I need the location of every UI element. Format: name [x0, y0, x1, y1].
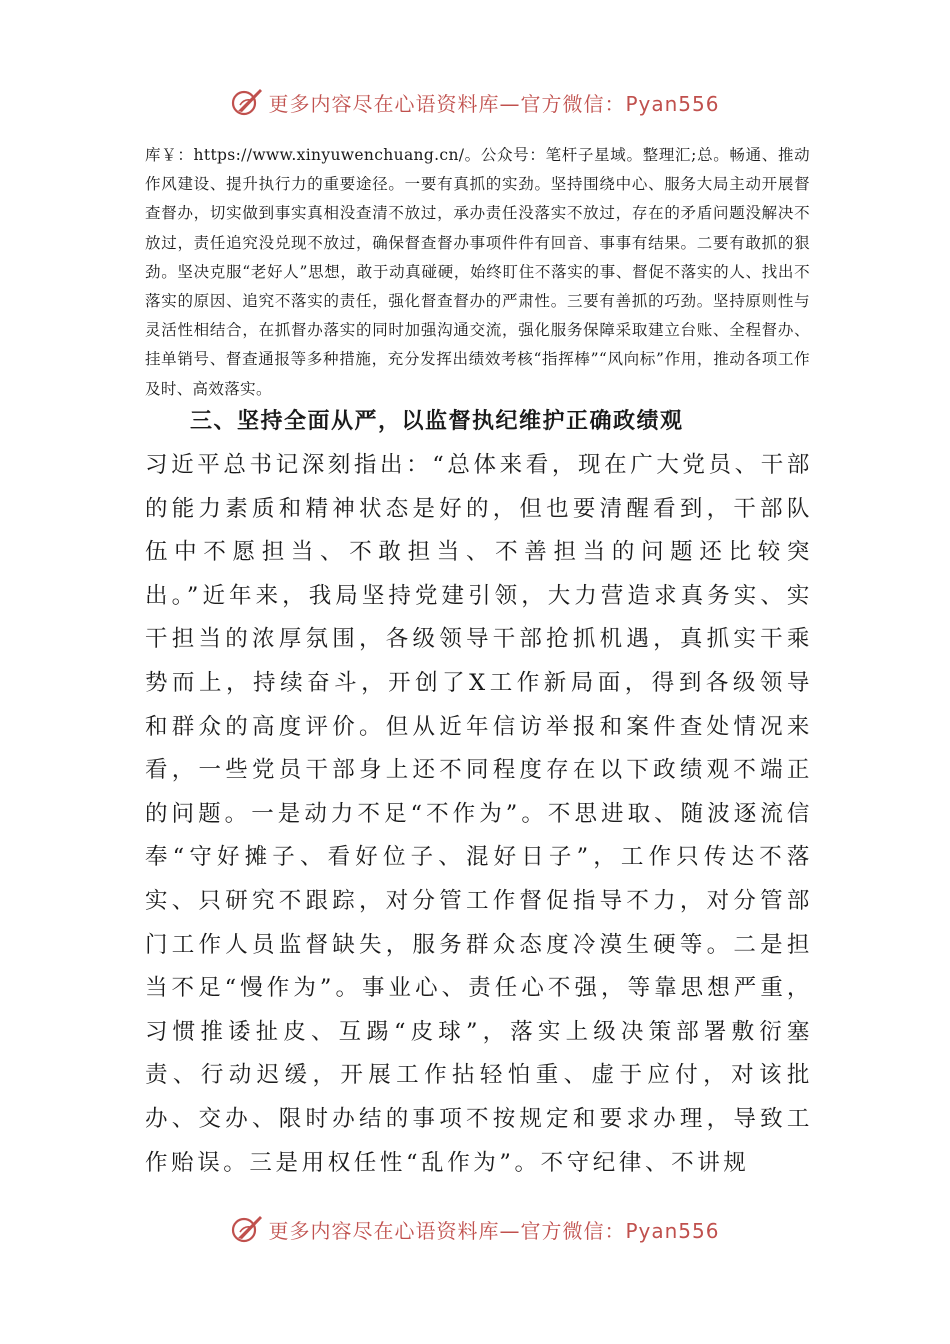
header-banner-text: 更多内容尽在心语资料库—官方微信：Pyan556	[268, 91, 720, 116]
intro-paragraph: 库￥：https://www.xinyuwenchuang.cn/。公众号：笔杆子星域。整理汇;总。畅通、推动作风建设、提升执行力的重要途径。一要有真抓的实劲。坚持围绕中心、服务大局主动开展督查督办，切实做到事实真相没查清不放过，承办责任没落实不放过，存在的矛盾问题没解决不放过，责任追究没兑现不放过，确保督查督办事项件件有回音、事事有结果。二要有敢抓的狠劲。坚决克服“老好人”思想，敢于动真碰硬，始终盯住不落实的事、督促不落实的人、找出不落实的原因、追究不落实的责任，强化督查督办的严肃性。三要有善抓的巧劲。坚持原则性与灵活性相结合，在抓督办落实的同时加强沟通交流，强化服务保障采取建立台账、全程督办、挂单销号、督查通报等多种措施，充分发挥出绩效考核“指挥棒”“风向标”作用，推动各项工作及时、高效落实。	[145, 146, 810, 398]
header-banner	[0, 82, 950, 122]
main-paragraph: 习近平总书记深刻指出：“总体来看，现在广大党员、干部的能力素质和精神状态是好的，但也要清醒看到，干部队伍中不愿担当、不敢担当、不善担当的问题还比较突出。”近年来，我局坚持党建引领，大力营造求真务实、实干担当的浓厚氛围，各级领导干部抢抓机遇，真抓实干乘势而上，持续奋斗，开创了X工作新局面，得到各级领导和群众的高度评价。但从近年信访举报和案件查处情况来看，一些党员干部身上还不同程度存在以下政绩观不端正的问题。一是动力不足“不作为”。不思进取、随波逐流信奉“守好摊子、看好位子、混好日子”，工作只传达不落实、只研究不跟踪，对分管工作督促指导不力，对分管部门工作人员监督缺失，服务群众态度冷漠生硬等。二是担当不足“慢作为”。事业心、责任心不强，等靠思想严重，习惯推诿扯皮、互踢“皮球”，落实上级决策部署敷衍塞责、行动迟缓，开展工作拈轻怕重、虚于应付，对该批办、交办、限时办结的事项不按规定和要求办理，导致工作贻误。三是用权任性“乱作为”。不守纪律、不讲规	[145, 452, 813, 1176]
quill-seal-icon	[230, 85, 264, 119]
quill-seal-icon	[230, 1212, 264, 1246]
footer-banner-text: 更多内容尽在心语资料库—官方微信：Pyan556	[268, 1218, 720, 1243]
section-heading: 三、坚持全面从严，以监督执纪维护正确政绩观	[190, 409, 684, 434]
footer-banner	[0, 1209, 950, 1249]
